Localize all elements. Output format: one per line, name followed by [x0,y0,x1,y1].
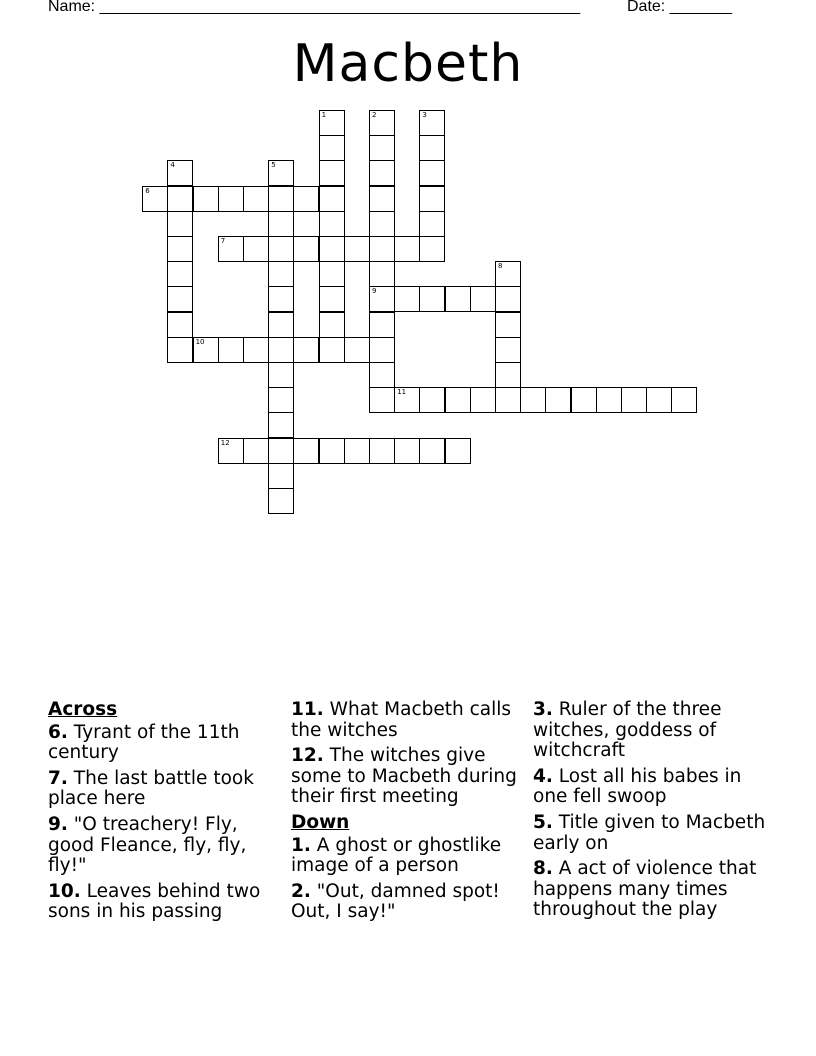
clue-text: Leaves behind two sons in his passing [48,880,261,923]
cell-number: 10 [195,337,205,346]
clue-column-1 [48,700,284,928]
grid-cell[interactable] [369,211,395,237]
grid-cell[interactable] [243,186,269,212]
cell-number: 1 [321,111,327,119]
grid-cell[interactable] [167,186,193,212]
clue-text: Lost all his babes in one fell swoop [533,765,742,808]
grid-cell[interactable] [394,387,420,413]
clue-number: 9. [48,813,68,835]
grid-cell[interactable] [319,438,345,464]
clue-across-12 [291,746,527,808]
grid-cell[interactable] [419,236,445,262]
clue-down-5 [533,813,769,854]
grid-cell[interactable] [167,312,193,338]
grid-cell[interactable] [394,438,420,464]
grid-cell[interactable] [218,438,244,464]
grid-cell[interactable] [293,337,319,363]
clue-text: "O treachery! Fly, good Fleance, fly, fly, fly!" [48,813,247,877]
grid-cell[interactable] [344,337,370,363]
page-title: Macbeth [292,34,524,94]
grid-cell[interactable] [571,387,597,413]
grid-cell[interactable] [495,261,521,287]
grid-cell[interactable] [344,236,370,262]
grid-cell[interactable] [167,211,193,237]
grid-cell[interactable] [445,286,471,312]
cell-number: 2 [372,111,377,119]
grid-cell[interactable] [495,312,521,338]
grid-cell[interactable] [470,286,496,312]
grid-cell[interactable] [243,337,269,363]
grid-cell[interactable] [445,387,471,413]
clue-number: 4. [533,765,553,787]
grid-cell[interactable] [268,211,294,237]
grid-cell[interactable] [319,286,345,312]
clue-number: 6. [48,721,68,743]
grid-cell[interactable] [193,337,219,363]
clue-across-6 [48,723,284,764]
grid-cell[interactable] [369,186,395,212]
cell-number: 6 [145,186,150,195]
grid-cell[interactable] [419,387,445,413]
grid-cell[interactable] [596,387,622,413]
grid-cell[interactable] [369,362,395,388]
grid-cell[interactable] [268,160,294,186]
grid-cell[interactable] [369,438,395,464]
grid-cell[interactable] [621,387,647,413]
date-field-line: Date: _______ [627,0,732,15]
grid-cell[interactable] [243,438,269,464]
clue-down-4 [533,767,769,808]
grid-cell[interactable] [419,160,445,186]
cell-number: 8 [498,262,503,271]
grid-cell[interactable] [369,312,395,338]
clue-number: 1. [291,834,311,856]
cell-number: 3 [422,111,427,119]
cell-number: 9 [372,287,377,296]
clue-text: The last battle took place here [48,767,254,810]
grid-cell[interactable] [369,387,395,413]
grid-cell[interactable] [646,387,672,413]
grid-cell[interactable] [319,186,345,212]
clue-number: 12. [291,745,324,767]
clue-number: 3. [533,699,553,720]
clue-column-2 [291,700,527,928]
grid-cell[interactable] [218,337,244,363]
grid-cell[interactable] [167,337,193,363]
cell-number: 4 [170,161,175,170]
grid-cell[interactable] [671,387,697,413]
clue-number: 11. [291,699,324,720]
clue-number: 8. [533,858,553,880]
grid-cell[interactable] [445,438,471,464]
grid-cell[interactable] [268,362,294,388]
clue-down-1 [291,836,527,877]
clue-text: Title given to Macbeth early on [533,811,766,854]
grid-cell[interactable] [369,236,395,262]
grid-cell[interactable] [369,160,395,186]
clue-number: 2. [291,880,311,902]
clue-text: A act of violence that happens many times throughout the play [533,858,757,921]
clue-down-8 [533,859,769,921]
grid-cell[interactable] [394,286,420,312]
grid-cell[interactable] [167,261,193,287]
grid-cell[interactable] [319,135,345,161]
clue-text: Ruler of the three witches, goddess of witchcraft [533,699,722,762]
clue-text: "Out, damned spot! Out, I say!" [291,880,500,923]
grid-cell[interactable] [268,286,294,312]
grid-cell[interactable] [319,261,345,287]
grid-cell[interactable] [419,135,445,161]
grid-cell[interactable] [268,438,294,464]
grid-cell[interactable] [470,387,496,413]
clue-text: Tyrant of the 11th century [48,721,240,764]
grid-cell[interactable] [369,110,395,136]
grid-cell[interactable] [268,463,294,489]
cell-number: 12 [220,438,230,447]
grid-cell[interactable] [293,438,319,464]
grid-cell[interactable] [495,286,521,312]
grid-cell[interactable] [419,211,445,237]
clue-text: A ghost or ghostlike image of a person [291,834,502,877]
grid-cell[interactable] [419,186,445,212]
grid-cell[interactable] [293,186,319,212]
name-field-line: Name: ______________________________________________________ [48,0,581,15]
grid-cell[interactable] [319,236,345,262]
grid-cell[interactable] [268,387,294,413]
grid-cell[interactable] [369,286,395,312]
clue-text: What Macbeth calls the witches [291,699,512,741]
grid-cell[interactable] [319,211,345,237]
grid-cell[interactable] [218,236,244,262]
grid-cell[interactable] [419,286,445,312]
grid-cell[interactable] [545,387,571,413]
grid-cell[interactable] [344,438,370,464]
clue-column-3 [533,700,769,926]
clue-down-2 [291,882,527,923]
grid-cell[interactable] [369,261,395,287]
grid-cell[interactable] [268,186,294,212]
cell-number: 11 [397,388,407,397]
grid-cell[interactable] [394,236,420,262]
cell-number: 5 [271,161,276,170]
clue-across-11 [291,700,527,741]
clue-text: The witches give some to Macbeth during their first meeting [291,745,517,808]
grid-cell[interactable] [268,412,294,438]
clue-across-9 [48,815,284,877]
grid-cell[interactable] [495,362,521,388]
grid-cell[interactable] [419,438,445,464]
grid-cell[interactable] [193,186,219,212]
grid-cell[interactable] [268,312,294,338]
clue-across-10 [48,882,284,923]
grid-cell[interactable] [268,488,294,514]
clue-number: 5. [533,811,553,833]
clue-number: 7. [48,767,68,789]
clue-across-7 [48,769,284,810]
grid-cell[interactable] [268,236,294,262]
grid-cell[interactable] [167,160,193,186]
across-heading: Across [48,699,118,720]
grid-cell[interactable] [218,186,244,212]
clue-down-3 [533,700,769,762]
grid-cell[interactable] [243,236,269,262]
down-heading: Down [291,811,350,833]
grid-cell[interactable] [369,337,395,363]
grid-cell[interactable] [167,236,193,262]
grid-cell[interactable] [369,135,395,161]
grid-cell[interactable] [520,387,546,413]
grid-cell[interactable] [319,160,345,186]
grid-cell[interactable] [268,261,294,287]
grid-cell[interactable] [495,387,521,413]
grid-cell[interactable] [419,110,445,136]
grid-cell[interactable] [142,186,168,212]
grid-cell[interactable] [495,337,521,363]
cell-number: 7 [220,237,226,245]
grid-cell[interactable] [268,337,294,363]
grid-cell[interactable] [319,312,345,338]
grid-cell[interactable] [319,110,345,136]
grid-cell[interactable] [319,337,345,363]
grid-cell[interactable] [167,286,193,312]
clue-number: 10. [48,880,81,902]
grid-cell[interactable] [293,236,319,262]
